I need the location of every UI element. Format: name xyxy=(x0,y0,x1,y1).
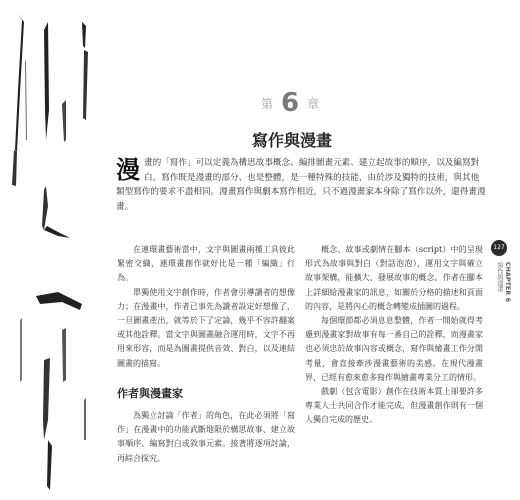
body-paragraph: 在連環畫藝術當中，文字與圖畫兩種工具彼此緊密交織，連環畫創作就好比是一種「編織」行為。 xyxy=(117,245,295,283)
intro-paragraph xyxy=(116,156,486,214)
body-paragraph: 為獨立討論「作者」的角色，在此必須將「寫作」在漫畫中的功能武斷地限於構思故事、建立故事順序、編寫對白或敘事元素。接著將逐項討論，再綜合探究。 xyxy=(117,411,295,463)
chapter-side-tab xyxy=(495,262,511,302)
page-number-badge: 127 xyxy=(491,240,507,256)
body-paragraph: 每個環節都必須息息整體，作者一開始就得考慮到漫畫家對故事有每一番自己的詮釋，而漫畫家也必須忠於故事內容或概念，寫作與繪畫工作分開考量，會直接牽涉漫畫藝術的美感。在現代漫畫界，已經有愈來愈多寫作與繪畫專業分工的情形。 xyxy=(305,316,483,382)
body-column-left xyxy=(117,243,295,466)
chapter-heading xyxy=(200,88,380,118)
chapter-number: 6 xyxy=(280,88,300,118)
section-heading: 作者與漫畫家 xyxy=(117,386,183,400)
side-tab-title: 寫作與漫畫 xyxy=(496,262,503,292)
body-paragraph: 概念、故事或劇情在腳本（script）中的呈現形式為故事與對白（對話泡泡），運用文字與確立故事架構，能擴大、發展故事的概念。作者在腳本上詳細給漫畫家的訊息，如關於分格的描述和頁面的內容，是將內心的概念轉變成插圖的過程。 xyxy=(305,245,483,311)
body-column-right xyxy=(305,243,483,428)
intro-text: 畫的「寫作」可以定義為構思故事概念、編排圖畫元素、建立起故事的順序，以及編寫對白。寫作既是漫畫的部分、也是整體，是一種特殊的技能，由於涉及獨特的技術，與其他類型寫作的要求不盡相同。漫畫寫作與劇本寫作相近，只不過漫畫家本身除了寫作以外，還得畫漫畫。 xyxy=(116,158,486,212)
side-tab-chapter: CHAPTER 6 xyxy=(504,262,511,303)
chapter-suffix: 章 xyxy=(307,96,320,111)
body-paragraph: 單獨使用文字創作時，作者會引導讀者的想像力；在漫畫中，作者已事先為讀者設定好想像了，一旦圖畫產出，就等於下了定論，幾乎不容許翻案或其他詮釋。當文字與圖畫融合運用時，文字不再用來形容，而是為圖畫提供音效、對白，以及連結圖畫的描寫。 xyxy=(117,287,295,368)
chapter-prefix: 第 xyxy=(260,96,273,111)
chapter-title: 寫作與漫畫 xyxy=(251,131,332,150)
body-paragraph: 戲劇（包含電影）創作在技術本質上卻要許多專業人士共同合作才能完成，但漫畫創作則有一個人獨自完成的歷史。 xyxy=(305,387,483,425)
decorative-brushstroke-strip xyxy=(0,0,110,500)
drop-cap: 漫 xyxy=(116,156,140,184)
